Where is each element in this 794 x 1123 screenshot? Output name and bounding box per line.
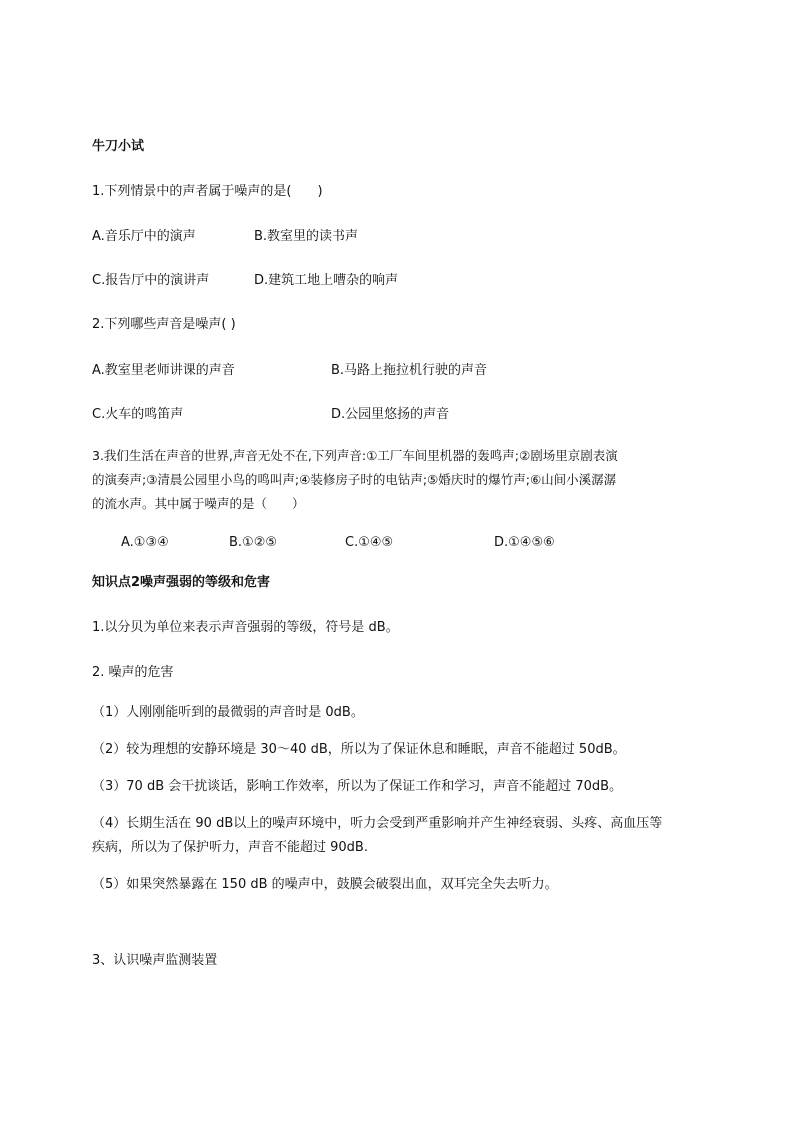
question-1-stem: 1.下列情景中的声者属于噪声的是( ) [92,184,323,199]
question-1-option-a: A.音乐厅中的演声 [92,229,196,244]
harm-item-3: （3）70 dB 会干扰谈话，影响工作效率，所以为了保证工作和学习，声音不能超过 70dB。 [92,779,623,794]
question-3-option-b: B.①②⑤ [229,535,278,550]
section-heading-practice: 牛刀小试 [92,139,145,154]
question-3-option-c: C.①④⑤ [345,535,394,550]
harm-item-2: （2）较为理想的安静环境是 30～40 dB，所以为了保证休息和睡眠，声音不能超过 50dB。 [92,742,626,757]
harm-item-5: （5）如果突然暴露在 150 dB 的噪声中，鼓膜会破裂出血，双耳完全失去听力。 [92,877,558,892]
question-3-stem-line-2: 的演奏声;③清晨公园里小鸟的鸣叫声;④装修房子时的电钻声;⑤婚庆时的爆竹声;⑥山间小溪潺潺 [92,472,617,487]
question-1-option-c: C.报告厅中的演讲声 [92,273,210,288]
question-2-option-b: B.马路上拖拉机行驶的声音 [331,363,488,378]
harm-item-1: （1）人刚刚能听到的最微弱的声音时是 0dB。 [92,705,364,720]
question-2-stem: 2.下列哪些声音是噪声( ) [92,317,236,332]
harm-item-4-line-1: （4）长期生活在 90 dB以上的噪声环境中，听力会受到严重影响并产生神经衰弱、头疼、高血压等 [92,816,663,831]
question-3-option-d: D.①④⑤⑥ [494,535,555,550]
question-2-option-a: A.教室里老师讲课的声音 [92,363,235,378]
question-3-option-a: A.①③④ [121,535,169,550]
section-heading-noise-levels: 知识点2噪声强弱的等级和危害 [92,575,271,590]
question-1-option-d: D.建筑工地上嘈杂的响声 [254,273,399,288]
question-2-option-d: D.公园里悠扬的声音 [331,407,450,422]
question-1-option-b: B.教室里的读书声 [254,229,359,244]
point-2-noise-harm: 2. 噪声的危害 [92,665,174,680]
section-heading-noise-monitor: 3、认识噪声监测装置 [92,953,218,968]
question-3-stem-line-3: 的流水声。其中属于噪声的是（ ） [92,496,305,511]
question-2-option-c: C.火车的鸣笛声 [92,407,184,422]
question-3-stem-line-1: 3.我们生活在声音的世界,声音无处不在,下列声音:①工厂车间里机器的轰鸣声;②剧场里京剧表演 [92,448,618,463]
point-1-decibel: 1.以分贝为单位来表示声音强弱的等级，符号是 dB。 [92,620,399,635]
harm-item-4-line-2: 疾病，所以为了保护听力，声音不能超过 90dB. [92,840,368,855]
